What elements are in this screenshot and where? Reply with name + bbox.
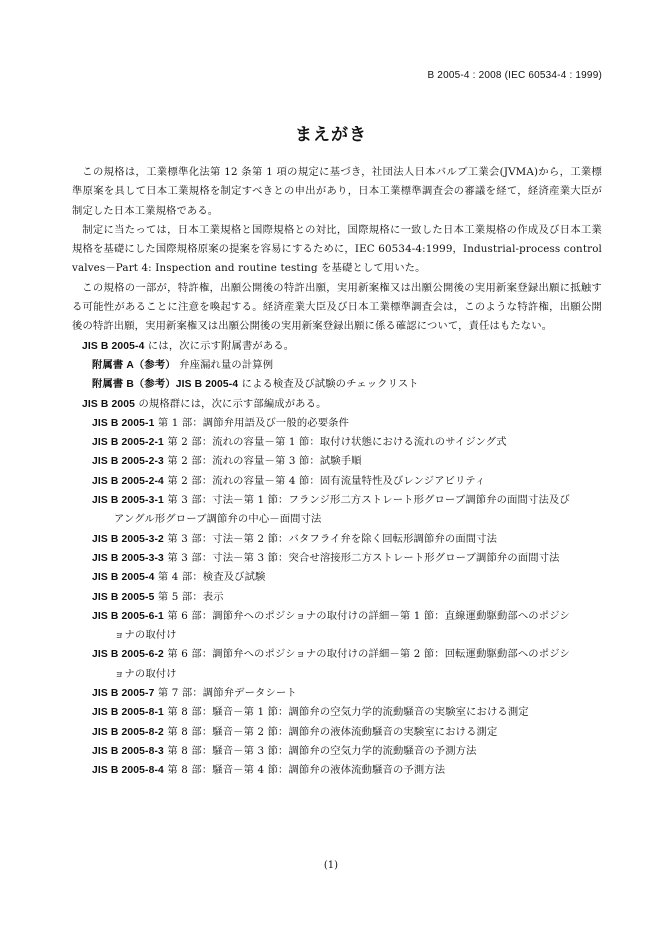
part-title: 第 2 部：流れの容量－第 3 節：試験手順: [167, 455, 362, 468]
series-intro-code: JIS B 2005: [82, 398, 136, 410]
paragraph-enactment: この規格は，工業標準化法第 12 条第 1 項の規定に基づき，社団法人日本バルブ工業会(JVMA)から，工業標準原案を具して日本工業規格を制定すべきとの申出があり，日本工業標準調査会の審議を経て，経済産業大臣が制定した日本工業規格である。: [72, 166, 602, 217]
annex-intro-code: JIS B 2005-4: [82, 340, 145, 352]
part-code: JIS B 2005-1: [92, 417, 155, 429]
part-title: 第 8 部：騒音－第 1 節：調節弁の空気力学的流動騒音の実験室における測定: [167, 706, 529, 719]
part-title: 第 3 部：寸法－第 3 節：突合せ溶接形二方ストレート形グローブ調節弁の面間寸法: [167, 551, 560, 564]
paragraph-basis: 制定に当たっては，日本工業規格と国際規格との対比，国際規格に一致した日本工業規格の作成及び日本工業規格を基礎にした国際規格原案の提案を容易にするために，IEC 60534-4:1999，Industrial-process control valves－Part 4: Inspection and routine testing を基礎として用いた。: [72, 223, 602, 275]
part-item: [72, 761, 602, 780]
part-title: 第 3 部：寸法－第 2 節：バタフライ弁を除く回転形調節弁の面間寸法: [167, 532, 498, 545]
part-title: 第 8 部：騒音－第 3 節：調節弁の空気力学的流動騒音の予測方法: [167, 744, 477, 757]
annex-code: 附属書 A（参考）: [92, 359, 176, 371]
parts-list: [72, 414, 602, 781]
part-title: 第 4 部：検査及び試験: [157, 571, 266, 584]
page-title: まえがき: [295, 125, 367, 145]
part-title-continued: ョナの取付け: [114, 667, 177, 680]
part-code: JIS B 2005-3-3: [92, 552, 164, 564]
part-code: JIS B 2005-3-1: [92, 495, 164, 507]
paragraph-patent-notice: この規格の一部が，特許権，出願公開後の特許出願，実用新案権又は出願公開後の実用新案登録出願に抵触する可能性があることに注意を喚起する。経済産業大臣及び日本工業標準調査会は，このような特許権，出願公開後の特許出願，実用新案権又は出願公開後の実用新案登録出願に係る確認について，責任はもたない。: [72, 281, 602, 333]
series-intro-text: の規格群には，次に示す部編成がある。: [138, 397, 327, 410]
part-title: 第 8 部：騒音－第 4 節：調節弁の液体流動騒音の予測方法: [167, 764, 446, 777]
part-code: JIS B 2005-5: [92, 591, 155, 603]
part-item: [72, 414, 602, 433]
part-code: JIS B 2005-8-1: [92, 707, 164, 719]
document-body: [72, 163, 602, 781]
series-intro: [72, 395, 602, 414]
part-item: [72, 684, 602, 703]
part-code: JIS B 2005-2-1: [92, 437, 164, 449]
part-item: [72, 472, 602, 491]
part-item: [72, 568, 602, 587]
annex-intro: [72, 337, 602, 356]
part-item: [72, 742, 602, 761]
part-title: 第 8 部：騒音－第 2 節：調節弁の液体流動騒音の実験室における測定: [167, 725, 498, 738]
part-title: 第 6 部：調節弁へのポジショナの取付けの詳細－第 2 節：回転運動駆動部へのポジシ: [167, 648, 570, 661]
part-item: [72, 645, 602, 684]
part-item: [72, 703, 602, 722]
part-title: 第 5 部：表示: [157, 590, 224, 603]
part-title: 第 1 部：調節弁用語及び一般的必要条件: [157, 416, 350, 429]
part-title: 第 6 部：調節弁へのポジショナの取付けの詳細－第 1 節：直線運動駆動部へのポジシ: [167, 609, 570, 622]
part-code: JIS B 2005-7: [92, 688, 155, 700]
part-title: 第 7 部：調節弁データシート: [157, 687, 297, 700]
part-item: [72, 549, 602, 568]
part-item: [72, 491, 602, 530]
part-code: JIS B 2005-2-3: [92, 456, 164, 468]
part-code: JIS B 2005-4: [92, 572, 155, 584]
part-code: JIS B 2005-3-2: [92, 533, 164, 545]
part-title: 第 3 部：寸法－第 1 節：フランジ形二方ストレート形グローブ調節弁の面間寸法及び: [167, 494, 570, 507]
annex-item: [72, 356, 602, 375]
part-title: 第 2 部：流れの容量－第 1 節：取付け状態における流れのサイジング式: [167, 436, 507, 449]
part-item: [72, 588, 602, 607]
part-item: [72, 607, 602, 646]
page-number: (1): [323, 860, 339, 871]
annex-intro-text: には，次に示す附属書がある。: [147, 339, 295, 352]
part-title-continued: ョナの取付け: [114, 629, 177, 642]
annex-code: 附属書 B（参考）JIS B 2005-4: [92, 379, 239, 391]
standard-reference: B 2005-4 : 2008 (IEC 60534-4 : 1999): [427, 70, 602, 81]
annex-item: [72, 375, 602, 394]
part-item: [72, 452, 602, 471]
part-item: [72, 723, 602, 742]
annex-title: 弁座漏れ量の計算例: [179, 358, 274, 371]
part-code: JIS B 2005-2-4: [92, 475, 164, 487]
part-title: 第 2 部：流れの容量－第 4 節：固有流量特性及びレンジアビリティ: [167, 474, 486, 487]
part-code: JIS B 2005-8-3: [92, 745, 164, 757]
part-item: [72, 433, 602, 452]
part-code: JIS B 2005-8-2: [92, 726, 164, 738]
annex-title: による検査及び試験のチェックリスト: [241, 378, 419, 391]
part-title-continued: アングル形グローブ調節弁の中心－面間寸法: [114, 513, 322, 526]
part-code: JIS B 2005-8-4: [92, 765, 164, 777]
part-code: JIS B 2005-6-1: [92, 610, 164, 622]
part-code: JIS B 2005-6-2: [92, 649, 164, 661]
part-item: [72, 530, 602, 549]
